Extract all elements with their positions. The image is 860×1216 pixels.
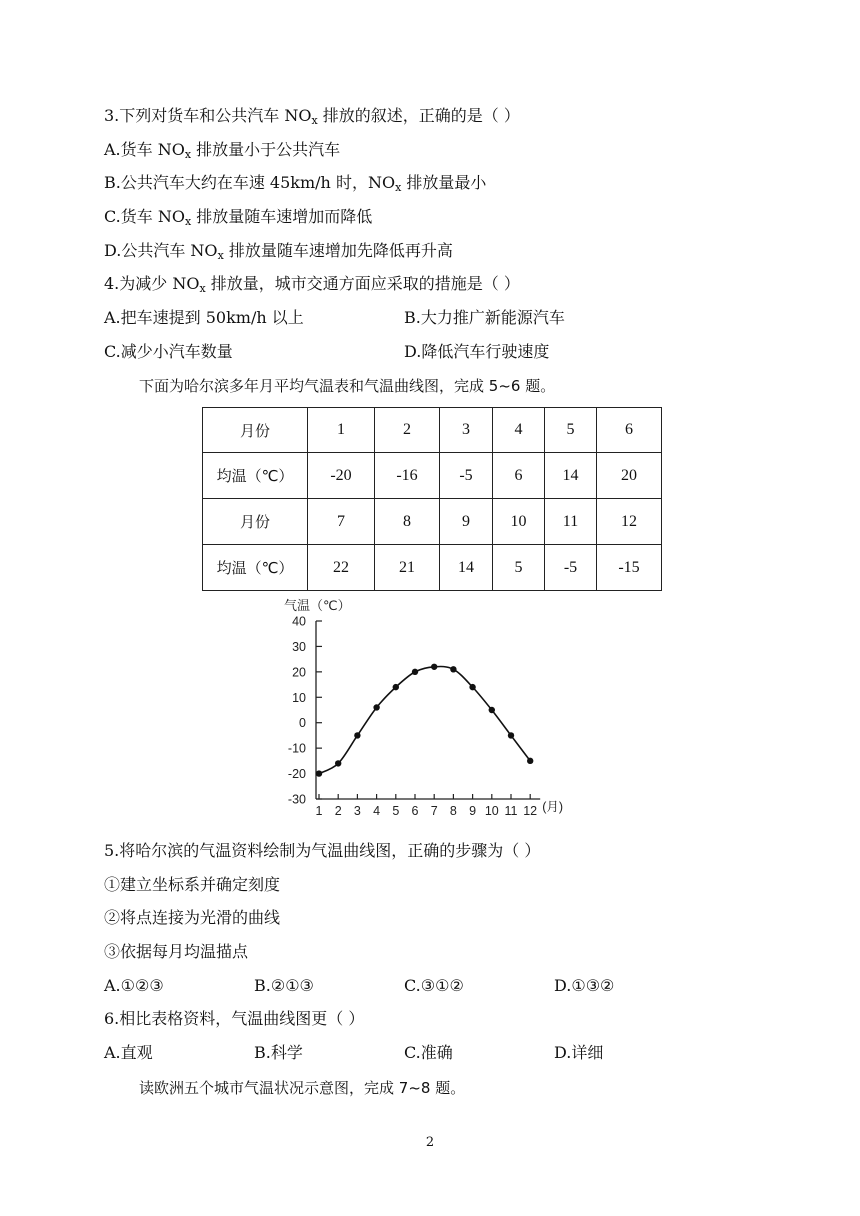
table-cell: 9: [440, 499, 493, 545]
table-row: [203, 453, 662, 499]
table-cell: 5: [493, 545, 545, 591]
table-cell: -15: [597, 545, 662, 591]
table-cell: 5: [545, 408, 597, 453]
q5-option-c: C.③①②: [404, 976, 464, 995]
data-point: [431, 664, 437, 670]
data-point: [393, 684, 399, 690]
table-cell: -5: [440, 453, 493, 499]
temperature-curve: [319, 666, 530, 773]
x-axis-title: (月): [542, 800, 564, 814]
x-tick-label: 1: [315, 804, 323, 818]
table-cell: 20: [597, 453, 662, 499]
data-point: [373, 704, 379, 710]
table-row: [203, 545, 662, 591]
q4-option-d: D.降低汽车行驶速度: [404, 342, 550, 361]
q5-step-1: ①建立坐标系并确定刻度: [104, 875, 281, 894]
q3-option-c: C.货车 $NO_x$ 排放量随车速增加而降低: [104, 207, 373, 228]
table-cell: 3: [440, 408, 493, 453]
y-tick-label: 20: [292, 665, 306, 680]
q4-option-b: B.大力推广新能源汽车: [404, 308, 565, 327]
q6-option-c: C.准确: [404, 1043, 453, 1062]
table-cell: 7: [308, 499, 375, 545]
table-cell: 22: [308, 545, 375, 591]
y-tick-label: 40: [292, 614, 306, 629]
temp-header: 均温（℃）: [203, 545, 308, 591]
q3-option-b: B.公共汽车大约在车速 45km/h 时，$NO_x$ 排放量最小: [104, 173, 487, 194]
table-cell: 12: [597, 499, 662, 545]
data-point: [354, 732, 360, 738]
data-point: [316, 770, 322, 776]
q4-option-c: C.减少小汽车数量: [104, 342, 233, 361]
temp-header: 均温（℃）: [203, 453, 308, 499]
q5-option-a: A.①②③: [104, 976, 164, 995]
table-row: [203, 408, 662, 453]
x-tick-label: 10: [484, 804, 499, 818]
temperature-table: [202, 407, 662, 591]
y-tick-label: 30: [292, 639, 306, 654]
q6-option-b: B.科学: [254, 1043, 303, 1062]
table-cell: -16: [375, 453, 440, 499]
q5-step-2: ②将点连接为光滑的曲线: [104, 908, 281, 927]
q5-option-b: B.②①③: [254, 976, 314, 995]
q5-step-3: ③依据每月均温描点: [104, 942, 249, 961]
q5-option-d: D.①③②: [554, 976, 615, 995]
x-tick-label: 7: [430, 804, 438, 818]
table-cell: 11: [545, 499, 597, 545]
data-point: [412, 669, 418, 675]
table-cell: 6: [597, 408, 662, 453]
q3-option-d: D.公共汽车 $NO_x$ 排放量随车速增加先降低再升高: [104, 241, 453, 262]
x-tick-label: 8: [449, 804, 457, 818]
data-point: [489, 707, 495, 713]
q6-option-a: A.直观: [104, 1043, 153, 1062]
y-tick-label: -20: [287, 767, 306, 782]
q3-option-a: A.货车 $NO_x$ 排放量小于公共汽车: [104, 140, 341, 161]
q4-option-a: A.把车速提到 50km/h 以上: [104, 308, 304, 327]
x-tick-label: 5: [392, 804, 400, 818]
y-tick-label: -10: [287, 741, 306, 756]
y-axis-title: 气温（℃）: [284, 598, 351, 613]
data-point: [527, 758, 533, 764]
table-cell: 6: [493, 453, 545, 499]
table-cell: -5: [545, 545, 597, 591]
data-point: [450, 666, 456, 672]
data-point: [508, 732, 514, 738]
table-cell: 8: [375, 499, 440, 545]
table-cell: 14: [440, 545, 493, 591]
table-row: [203, 499, 662, 545]
x-tick-label: 12: [523, 804, 538, 818]
q6-option-d: D.详细: [554, 1043, 604, 1062]
month-header: 月份: [203, 499, 308, 545]
page-number: 2: [425, 1135, 435, 1150]
temperature-curve-chart: [268, 596, 588, 821]
month-header: 月份: [203, 408, 308, 453]
y-tick-label: 0: [299, 716, 306, 731]
intro-5-6: 下面为哈尔滨多年月平均气温表和气温曲线图，完成 5~6 题。: [139, 377, 556, 395]
x-tick-label: 6: [411, 804, 419, 818]
table-cell: 2: [375, 408, 440, 453]
x-tick-label: 3: [353, 804, 361, 818]
table-cell: 14: [545, 453, 597, 499]
table-cell: 1: [308, 408, 375, 453]
table-cell: -20: [308, 453, 375, 499]
x-tick-label: 9: [469, 804, 477, 818]
data-point: [469, 684, 475, 690]
y-tick-label: -30: [287, 792, 306, 807]
y-tick-label: 10: [292, 690, 306, 705]
x-tick-label: 11: [504, 804, 518, 818]
data-point: [335, 760, 341, 766]
q5-stem: 5.将哈尔滨的气温资料绘制为气温曲线图，正确的步骤为（ ）: [104, 841, 541, 860]
q4-stem: 4.为减少 $NO_x$ 排放量，城市交通方面应采取的措施是（ ）: [104, 274, 520, 295]
q3-stem: 3.下列对货车和公共汽车 $NO_x$ 排放的叙述，正确的是（ ）: [104, 106, 520, 127]
x-tick-label: 2: [334, 804, 342, 818]
x-tick-label: 4: [373, 804, 381, 818]
table-cell: 21: [375, 545, 440, 591]
q6-stem: 6.相比表格资料，气温曲线图更（ ）: [104, 1009, 365, 1028]
table-cell: 4: [493, 408, 545, 453]
intro-7-8: 读欧洲五个城市气温状况示意图，完成 7~8 题。: [139, 1079, 466, 1097]
table-cell: 10: [493, 499, 545, 545]
